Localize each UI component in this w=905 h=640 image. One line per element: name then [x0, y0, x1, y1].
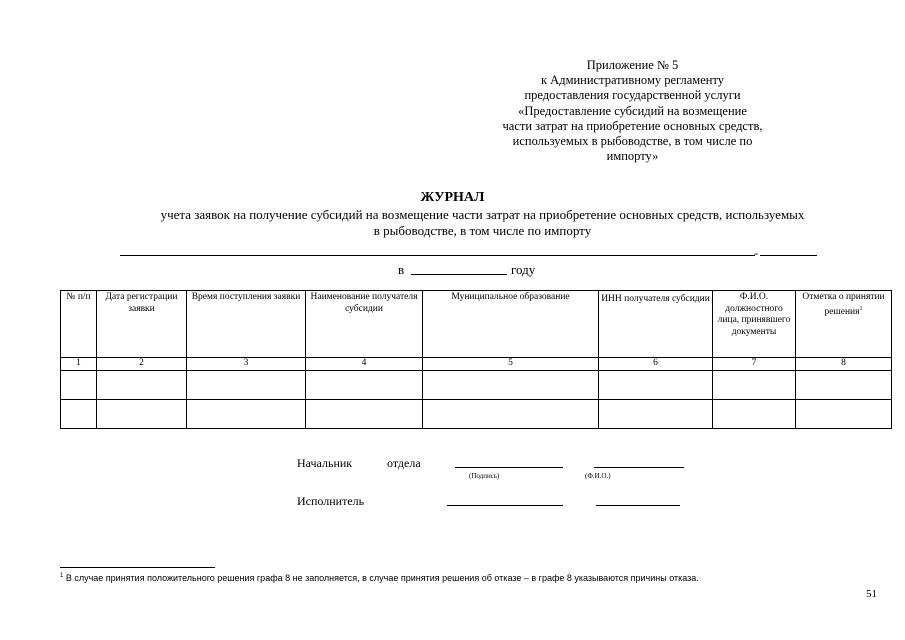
header-cell: Наименование получателя субсидии — [306, 291, 423, 358]
appendix-line: «Предоставление субсидий на возмещение — [518, 103, 747, 118]
header-cell: № п/п — [61, 291, 97, 358]
table-cell — [61, 370, 97, 399]
executor-label: Исполнитель — [297, 494, 365, 508]
footnote-text: В случае принятия положительного решения графа 8 не заполняется, в случае принятия решения об отказе – в графе 8 указываются причины отказа. — [63, 573, 699, 583]
page-number: 51 — [866, 588, 877, 600]
table-cell — [187, 370, 306, 399]
table-cell — [306, 370, 423, 399]
column-number: 3 — [187, 358, 306, 371]
header-cell-text: Отметка о принятии решения — [802, 292, 885, 317]
journal-table — [60, 290, 892, 429]
appendix-line: Приложение № 5 — [586, 58, 679, 72]
appendix-line: используемых в рыбоводстве, в том числе по — [512, 134, 753, 149]
executor-signature-line — [447, 505, 563, 506]
header-cell: Дата регистрации заявки — [97, 291, 187, 358]
header-cell: Ф.И.О. должностного лица, принявшего документы — [713, 291, 796, 358]
table-row — [61, 399, 892, 428]
year-fill-line — [411, 274, 507, 275]
fill-in-line-short — [760, 255, 817, 256]
appendix-line: к Административному регламенту — [540, 73, 724, 88]
subtitle-line: в рыбоводстве, в том числе по импорту — [373, 222, 592, 238]
in-word: в — [398, 262, 405, 277]
name-hint: (Ф.И.О.) — [585, 472, 611, 480]
column-number: 8 — [796, 358, 892, 371]
header-cell — [796, 291, 892, 358]
column-number: 1 — [61, 358, 97, 371]
table-cell — [187, 399, 306, 428]
table-cell — [306, 399, 423, 428]
header-cell-text: ИНН получателя субсидии — [601, 294, 710, 304]
chief-label: Начальник — [297, 456, 353, 470]
appendix-line: импорту» — [606, 149, 659, 164]
footnote-rule — [60, 567, 215, 568]
table-cell — [713, 370, 796, 399]
header-cell: Муниципальное образование — [423, 291, 599, 358]
table-cell — [61, 399, 97, 428]
journal-subtitle — [60, 207, 905, 238]
header-cell: Время поступления заявки — [187, 291, 306, 358]
table-cell — [423, 399, 599, 428]
executor-name-line — [596, 505, 680, 506]
column-number: 4 — [306, 358, 423, 371]
column-number: 2 — [97, 358, 187, 371]
table-cell — [423, 370, 599, 399]
subtitle-line: учета заявок на получение субсидий на возмещение части затрат на приобретение основных средств, используемых — [160, 207, 805, 222]
footnote-ref: 1 — [859, 305, 863, 312]
appendix-line: предоставления государственной услуги — [524, 88, 741, 103]
department-label: отдела — [387, 456, 421, 470]
table-cell — [796, 399, 892, 428]
table-cell — [796, 370, 892, 399]
signature-hint: (Подпись) — [469, 472, 500, 480]
year-word: году — [511, 262, 536, 277]
table-cell — [97, 370, 187, 399]
journal-title: ЖУРНАЛ — [420, 190, 485, 205]
appendix-line: части затрат на приобретение основных средств, — [502, 118, 763, 133]
table-cell — [97, 399, 187, 428]
fill-in-dash: - — [754, 246, 758, 260]
table-header-row — [61, 291, 892, 358]
table-number-row — [61, 358, 892, 371]
appendix-header — [470, 58, 795, 164]
column-number: 7 — [713, 358, 796, 371]
table-cell — [599, 370, 713, 399]
header-cell — [599, 291, 713, 358]
table-cell — [713, 399, 796, 428]
name-line — [594, 467, 684, 468]
footnote-mark: 1 — [60, 573, 64, 579]
table-row — [61, 370, 892, 399]
table-cell — [599, 399, 713, 428]
fill-in-line — [120, 255, 755, 256]
column-number: 6 — [599, 358, 713, 371]
footnote — [60, 573, 699, 583]
signature-line — [455, 467, 563, 468]
column-number: 5 — [423, 358, 599, 371]
